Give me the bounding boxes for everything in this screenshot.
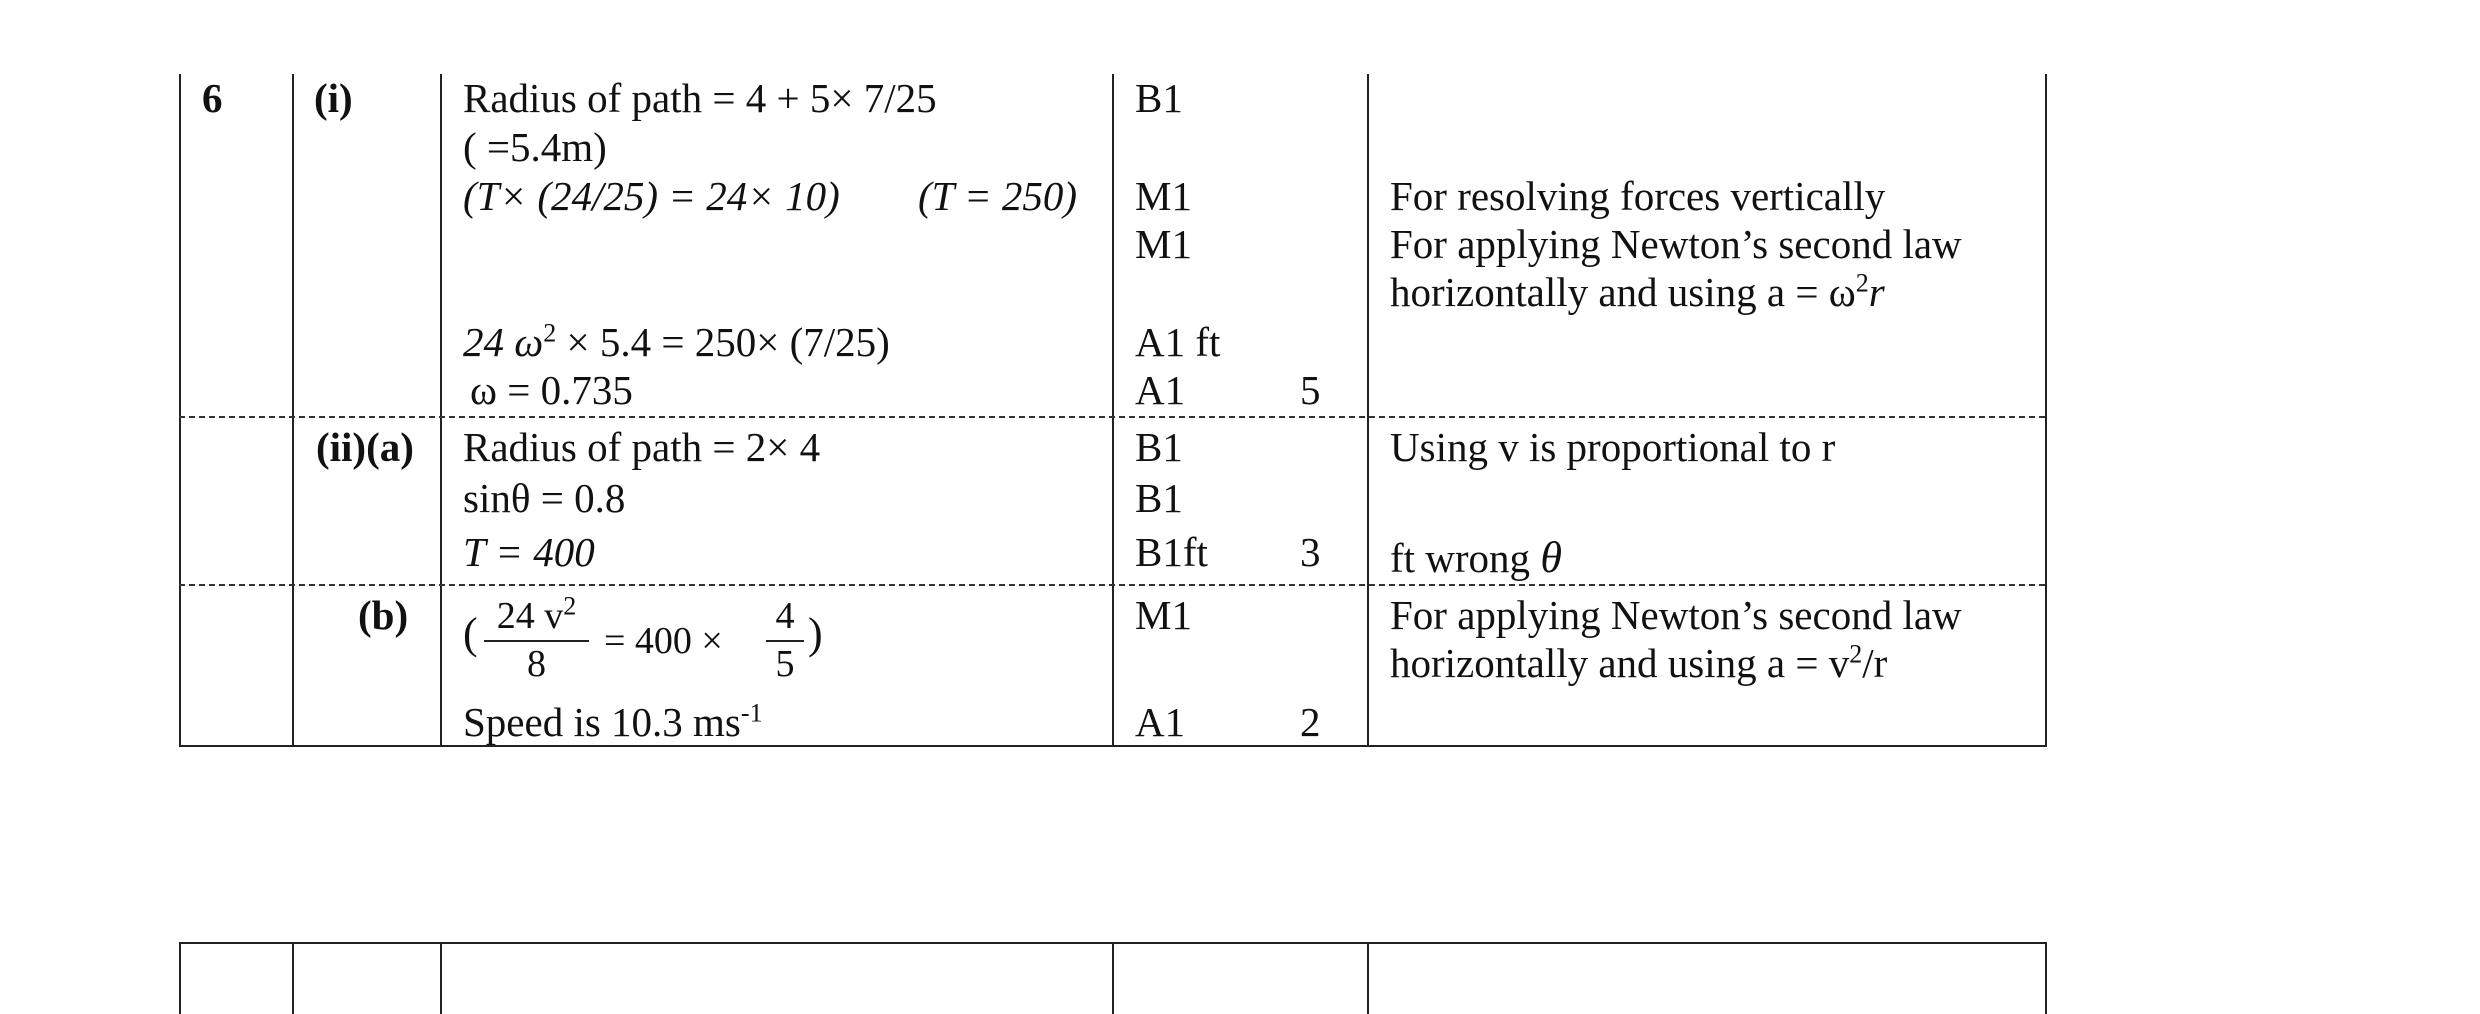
note-r1-1: For resolving forces vertically: [1390, 173, 1886, 219]
fraction-left-bar: [484, 640, 589, 642]
working-tension-result: (T = 250): [918, 173, 1078, 219]
col-line-4: [1112, 74, 1114, 746]
working-tension-ii: T = 400: [463, 529, 595, 575]
working-radius-value: ( =5.4m): [463, 124, 607, 170]
note-r1-3-text: horizontally and using a = ω: [1390, 269, 1856, 315]
mark-r1-1: B1: [1135, 75, 1183, 121]
mark-r2-1: B1: [1135, 424, 1183, 470]
note-r2-1: Using v is proportional to r: [1390, 424, 1836, 470]
fraction-left: [484, 591, 589, 686]
note-r3-1: For applying Newton’s second law: [1390, 592, 1962, 638]
eq-open-paren: (: [463, 609, 478, 658]
omega-power: 2: [543, 318, 557, 348]
fraction-left-num-text: 24 v: [496, 595, 564, 637]
mark-r2-3: B1ft: [1135, 529, 1208, 575]
working-omega-equation: [463, 318, 890, 365]
note-r1-3-power: 2: [1855, 268, 1869, 298]
fraction-right-denominator: 5: [775, 642, 795, 685]
next-col-line-4: [1112, 942, 1114, 1014]
mark-r3-1: M1: [1135, 592, 1192, 638]
col-line-6: [2045, 74, 2047, 746]
next-col-line-2: [292, 942, 294, 1014]
next-col-line-3: [440, 942, 442, 1014]
fraction-right-bar: [766, 640, 804, 642]
omega-term: 24 ω: [463, 319, 544, 365]
note-r2-2-text: ft wrong: [1390, 535, 1531, 581]
working-speed: [463, 698, 763, 745]
working-radius-line: Radius of path = 4 + 5× 7/25: [463, 75, 937, 121]
total-r2: 3: [1300, 529, 1321, 575]
col-line-2: [292, 74, 294, 746]
fraction-right-numerator: 4: [775, 595, 795, 637]
note-r1-2: For applying Newton’s second law: [1390, 221, 1962, 267]
note-r3-2: [1390, 639, 1888, 686]
row-separator-1: [179, 416, 2045, 418]
total-r1: 5: [1300, 367, 1321, 413]
total-r3: 2: [1300, 699, 1321, 745]
next-col-line-5: [1367, 942, 1369, 1014]
fraction-left-numerator: [484, 591, 589, 638]
next-col-line-1: [179, 942, 181, 1014]
fraction-left-denominator: 8: [527, 642, 546, 685]
working-omega-result: ω = 0.735: [470, 367, 633, 413]
question-number: 6: [202, 75, 223, 121]
part-label-i: (i): [314, 75, 353, 121]
part-label-b: (b): [358, 592, 409, 638]
note-r3-2-r: /r: [1862, 640, 1888, 686]
mark-r1-3: M1: [1135, 221, 1192, 267]
working-sin-theta: sinθ = 0.8: [463, 475, 626, 521]
note-r3-2-power: 2: [1849, 639, 1863, 669]
part-label-ii-a: (ii)(a): [316, 424, 414, 470]
col-line-5: [1367, 74, 1369, 746]
mark-r1-2: M1: [1135, 173, 1192, 219]
eq-close-paren: ): [808, 609, 823, 658]
note-r3-2-text: horizontally and using a = v: [1390, 640, 1850, 686]
col-line-1: [179, 74, 181, 746]
col-line-3: [440, 74, 442, 746]
mark-r1-4: A1 ft: [1135, 319, 1221, 365]
mark-r2-2: B1: [1135, 475, 1183, 521]
note-r1-3: [1390, 268, 1885, 315]
mark-r3-2: A1: [1135, 699, 1186, 745]
next-col-line-6: [2045, 942, 2047, 1014]
working-tension-equation: (T× (24/25) = 24× 10): [463, 173, 840, 219]
mark-r1-5: A1: [1135, 367, 1186, 413]
row-separator-2: [179, 584, 2045, 586]
table-bottom-line: [179, 745, 2047, 747]
fraction-left-num-power: 2: [563, 591, 577, 621]
omega-equation-rest: × 5.4 = 250× (7/25): [556, 319, 890, 365]
working-speed-unit-power: -1: [740, 698, 763, 728]
note-r1-3-r: r: [1868, 269, 1885, 315]
note-r2-2-theta: θ: [1540, 533, 1562, 582]
fraction-right: [766, 596, 804, 686]
eq-middle: = 400 ×: [604, 620, 723, 662]
note-r2-2: [1390, 533, 1562, 582]
working-radius-ii: Radius of path = 2× 4: [463, 424, 821, 470]
working-speed-text: Speed is 10.3 ms: [463, 699, 741, 745]
